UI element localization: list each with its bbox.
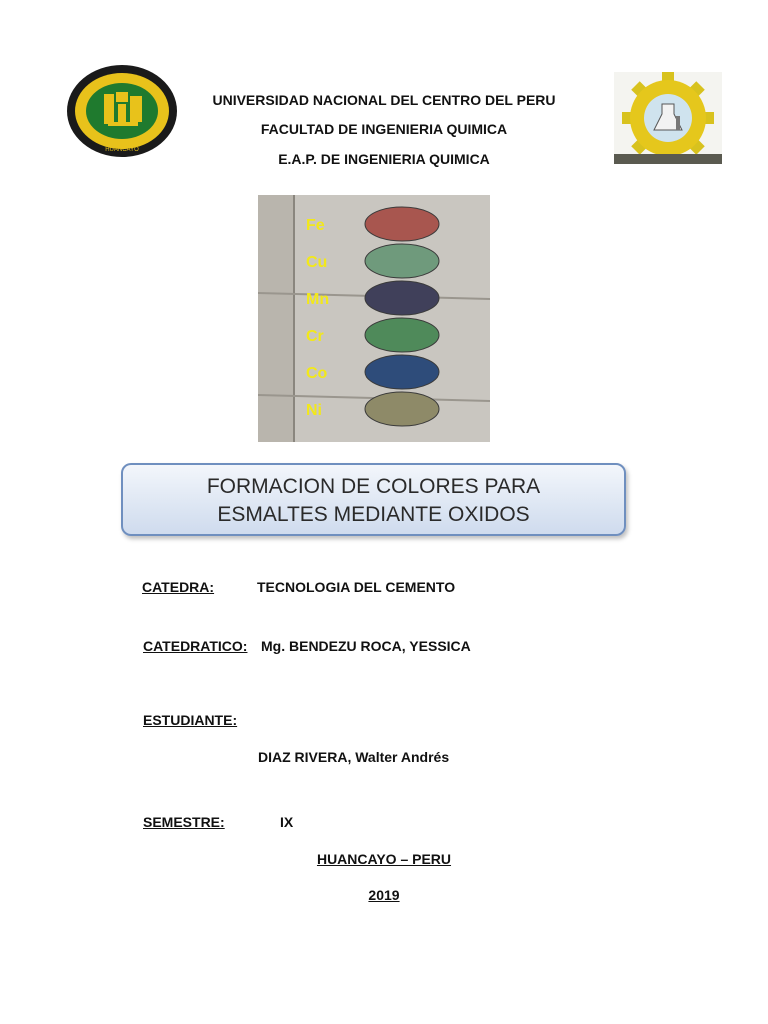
seal-bottom-text: HUANCAYO [105,147,139,153]
estudiante-label: ESTUDIANTE: [143,712,238,728]
catedratico-value: Mg. BENDEZU ROCA, YESSICA [261,638,471,654]
glaze-sample-cu [365,244,439,278]
title-line-1: FORMACION DE COLORES PARA [206,475,541,498]
semestre-value: IX [280,814,294,830]
element-label-ni: Ni [306,402,322,419]
catedratico-label: CATEDRATICO: [143,638,248,654]
semestre-label: SEMESTRE: [143,814,225,830]
university-name: UNIVERSIDAD NACIONAL DEL CENTRO DEL PERU [212,92,556,108]
title-banner [121,463,626,536]
element-label-cr: Cr [306,328,324,345]
school-name: E.A.P. DE INGENIERIA QUIMICA [278,151,490,167]
title-line-2: ESMALTES MEDIANTE OXIDOS [217,503,530,526]
element-label-fe: Fe [306,217,325,234]
glaze-sample-fe [365,207,439,241]
glaze-sample-co [365,355,439,389]
university-seal-logo [66,64,178,158]
glaze-sample-cr [365,318,439,352]
year: 2019 [368,887,400,903]
place: HUANCAYO – PERU [316,851,452,867]
catedra-label: CATEDRA: [142,579,215,595]
element-label-co: Co [306,365,328,382]
glaze-sample-ni [365,392,439,426]
catedra-value: TECNOLOGIA DEL CEMENTO [257,579,456,595]
element-label-mn: Mn [306,291,330,308]
glaze-sample-mn [365,281,439,315]
element-label-cu: Cu [306,254,328,271]
faculty-name: FACULTAD DE INGENIERIA QUIMICA [260,121,508,137]
estudiante-value: DIAZ RIVERA, Walter Andrés [258,749,450,765]
oxide-samples-photo [258,195,490,442]
